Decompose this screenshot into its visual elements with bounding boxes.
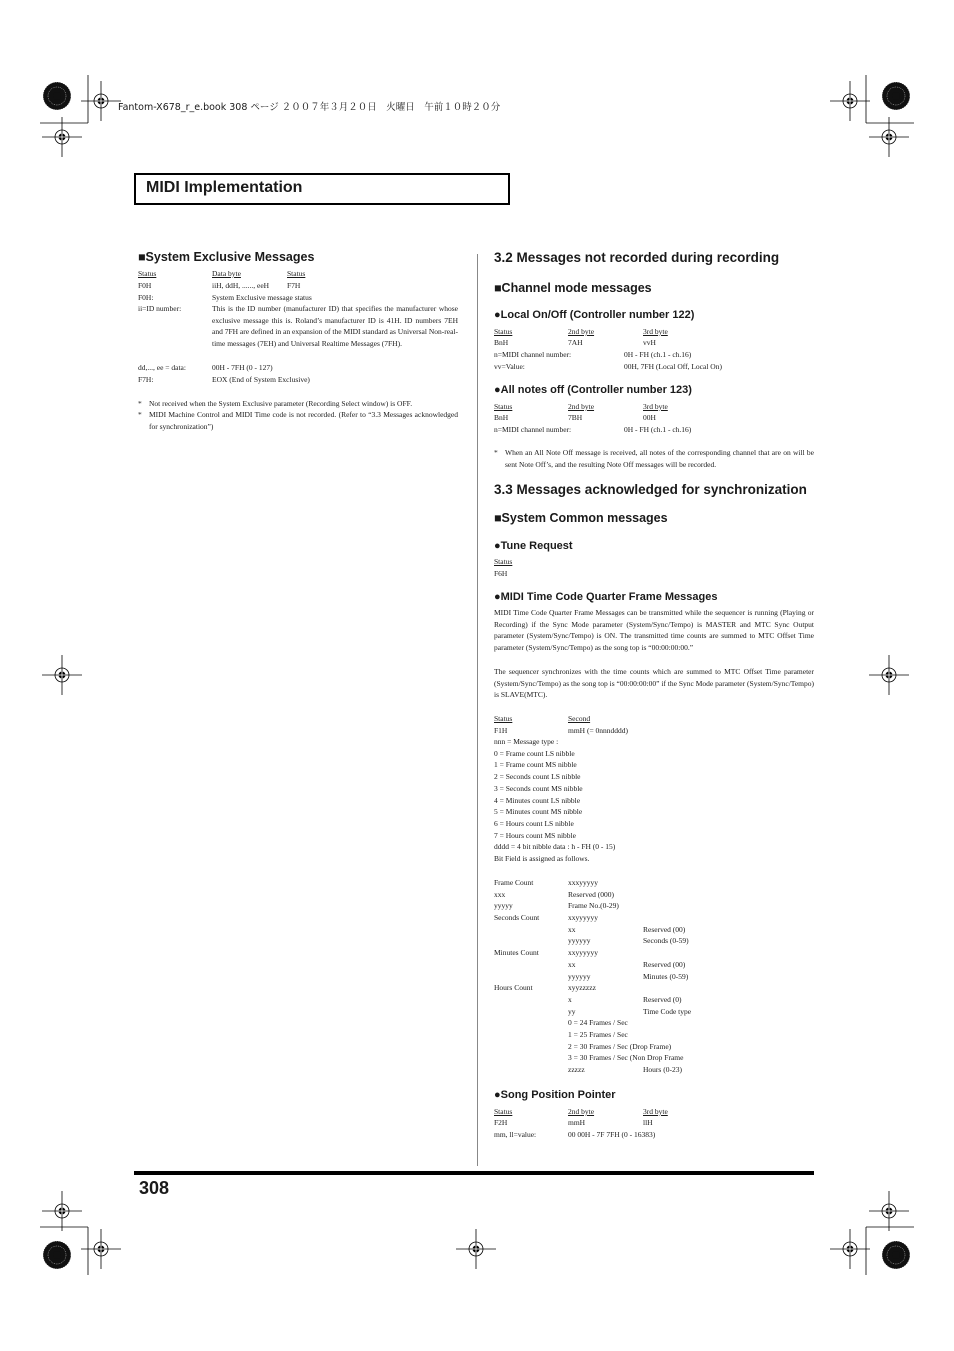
column-divider xyxy=(477,254,478,1166)
bitfield-col-2: Reserved (000) xyxy=(568,889,615,899)
sysex-row-end: F7H xyxy=(287,281,301,290)
mtc-row-second: mmH (= 0nnndddd) xyxy=(568,726,629,735)
bitfield-col-2: yyyyyy xyxy=(568,971,591,981)
bitfield-col-3: Hours (0-23) xyxy=(643,1065,682,1074)
notesoff-row-2nd: 7BH xyxy=(568,413,583,422)
bitfield-col-2: 2 = 30 Frames / Sec (Drop Frame) xyxy=(568,1041,672,1051)
bitfield-col-3: Seconds (0-59) xyxy=(643,936,689,946)
sysex-heading: ■System Exclusive Messages xyxy=(138,250,315,264)
col-header-3rd-byte: 3rd byte xyxy=(643,1107,668,1116)
bitfield-col-2: xxyyyyyy xyxy=(568,948,598,958)
list-item: 5 = Minutes count MS nibble xyxy=(494,807,583,817)
local-onoff-heading: ●Local On/Off (Controller number 122) xyxy=(494,309,695,321)
spp-row-3rd: llH xyxy=(643,1118,653,1127)
notesoff-row-3rd: 00H xyxy=(643,413,656,422)
list-item: 7 = Hours count MS nibble xyxy=(494,830,576,840)
def-value: 00H, 7FH (Local Off, Local On) xyxy=(624,362,722,371)
bitfield-col-2: xxxyyyyy xyxy=(568,878,598,887)
local-row-status: BnH xyxy=(494,338,509,347)
list-item: 2 = Seconds count LS nibble xyxy=(494,772,581,782)
def-label: n=MIDI channel number: xyxy=(494,425,572,434)
bitfield-col-2: zzzzz xyxy=(568,1065,585,1074)
section-title: MIDI Implementation xyxy=(146,179,303,196)
bitfield-col-1: Frame Count xyxy=(494,878,534,887)
notesoff-row-status: BnH xyxy=(494,413,509,422)
def-label: dd,..., ee = data: xyxy=(138,363,186,372)
sysex-row-status: F0H xyxy=(138,281,152,290)
local-row-2nd: 7AH xyxy=(568,338,583,347)
col-header-status: Status xyxy=(494,327,513,336)
bitfield-col-1: Hours Count xyxy=(494,983,533,993)
list-item: 0 = Frame count LS nibble xyxy=(494,748,575,758)
def-label: F0H: xyxy=(138,293,154,302)
channel-mode-heading: ■Channel mode messages xyxy=(494,281,652,295)
mtc-message-type-list xyxy=(494,736,615,865)
bitfield-col-2: 0 = 24 Frames / Sec xyxy=(568,1018,628,1028)
page-number: 308 xyxy=(139,1178,170,1198)
def-label: mm, ll=value: xyxy=(494,1130,537,1139)
bitfield-col-3: Reserved (00) xyxy=(643,959,686,969)
spp-row-2nd: mmH xyxy=(568,1118,586,1127)
list-item: 3 = Seconds count MS nibble xyxy=(494,783,583,793)
tune-request-heading: ●Tune Request xyxy=(494,540,573,552)
mtc-paragraph-1: MIDI Time Code Quarter Frame Messages can be transmitted while the sequencer is running (Playing or Recording) if the Sync Mode parameter (System/Sync/Tempo) is MASTER and MTC Sync Output parameter (System/Sync/Tempo) is ON. The transmitted time counts are summed to MTC Offset Time parameter (System/Sync/Tempo) as the song top is “00:00:00:00.” xyxy=(494,608,814,653)
def-value: 00H - 7FH (0 - 127) xyxy=(212,363,273,372)
col-header-status: Status xyxy=(138,269,157,278)
bitfield-col-3: Minutes (0-59) xyxy=(643,971,689,981)
note-mark: * xyxy=(138,399,142,408)
def-value: 0H - FH (ch.1 - ch.16) xyxy=(624,350,692,359)
def-value: System Exclusive message status xyxy=(212,293,312,302)
bitfield-col-2: 3 = 30 Frames / Sec (Non Drop Frame xyxy=(568,1053,684,1063)
note-mark: * xyxy=(138,410,142,419)
system-common-heading: ■System Common messages xyxy=(494,511,668,525)
list-item: 6 = Hours count LS nibble xyxy=(494,818,574,828)
bitfield-col-3: Reserved (00) xyxy=(643,924,686,934)
def-label: n=MIDI channel number: xyxy=(494,350,572,359)
bitfield-col-2: xx xyxy=(568,959,576,969)
all-notes-off-heading: ●All notes off (Controller number 123) xyxy=(494,384,692,396)
section-3-2-title: 3.2 Messages not recorded during recording xyxy=(494,250,780,265)
col-header-status-2: Status xyxy=(287,269,306,278)
tune-status-value: F6H xyxy=(494,569,508,578)
bitfield-col-1: xxx xyxy=(494,889,506,899)
bitfield-col-3: Reserved (0) xyxy=(643,994,682,1004)
list-item: 4 = Minutes count LS nibble xyxy=(494,795,581,805)
def-value: EOX (End of System Exclusive) xyxy=(212,375,310,384)
col-header-data-byte: Data byte xyxy=(212,269,241,278)
section-3-3-title: 3.3 Messages acknowledged for synchronization xyxy=(494,482,807,497)
col-header-status: Status xyxy=(494,557,513,566)
mtc-paragraph-2: The sequencer synchronizes with the time counts which are summed to MTC Offset Time parameter (System/Sync/Tempo) as the song top is “00:00:00:00” if the Sync Mode parameter (System/Sync/Tempo) is SLAVE(MTC). xyxy=(494,667,814,700)
bitfield-col-2: xx xyxy=(568,924,576,934)
bitfield-col-2: yy xyxy=(568,1006,576,1016)
note-mark: * xyxy=(494,448,498,457)
bitfield-col-2: Frame No.(0-29) xyxy=(568,901,619,911)
file-header: Fantom-X678_r_e.book 308 ページ ２００７年３月２０日 火曜日 午前１０時２０分 xyxy=(118,102,501,113)
list-item: Bit Field is assigned as follows. xyxy=(494,854,590,864)
col-header-2nd-byte: 2nd byte xyxy=(568,402,595,411)
bitfield-col-2: 1 = 25 Frames / Sec xyxy=(568,1029,628,1039)
col-header-2nd-byte: 2nd byte xyxy=(568,327,595,336)
def-value: 0H - FH (ch.1 - ch.16) xyxy=(624,425,692,434)
col-header-status: Status xyxy=(494,402,513,411)
local-row-3rd: vvH xyxy=(643,338,656,347)
bitfield-col-2: yyyyyy xyxy=(568,936,591,946)
def-value-paragraph: This is the ID number (manufacturer ID) that specifies the manufacturer whose exclusive message this is. Roland’s manufacturer ID is 41H. ID numbers 7EH and 7FH are defined in an expansion of the MIDI standard as Universal Non-real-time messages (7EH) and Universal Realtime Messages (7FH). xyxy=(212,304,458,349)
def-label: vv=Value: xyxy=(494,362,525,371)
bitfield-col-1: yyyyy xyxy=(494,901,513,911)
song-position-pointer-heading: ●Song Position Pointer xyxy=(494,1089,616,1101)
def-value: 00 00H - 7F 7FH (0 - 16383) xyxy=(568,1130,656,1139)
sysex-row-data: iiH, ddH, ......, eeH xyxy=(212,281,270,290)
col-header-3rd-byte: 3rd byte xyxy=(643,327,668,336)
col-header-2nd-byte: 2nd byte xyxy=(568,1107,595,1116)
bottom-rule xyxy=(134,1171,814,1175)
note-text: Not received when the System Exclusive parameter (Recording Select window) is OFF. xyxy=(149,399,413,408)
note-text: When an All Note Off message is received, all notes of the corresponding channel that are on will be sent Note Off’s, and the resulting Note Off messages will be recorded. xyxy=(505,448,814,469)
col-header-status: Status xyxy=(494,1107,513,1116)
list-item: dddd = 4 bit nibble data : h - FH (0 - 15) xyxy=(494,842,616,852)
col-header-second: Second xyxy=(568,714,591,723)
mtc-heading: ●MIDI Time Code Quarter Frame Messages xyxy=(494,591,718,603)
mtc-row-status: F1H xyxy=(494,726,508,735)
bitfield-col-3: Time Code type xyxy=(643,1006,692,1016)
col-header-status: Status xyxy=(494,714,513,723)
def-label: ii=ID number: xyxy=(138,304,182,313)
list-item: 1 = Frame count MS nibble xyxy=(494,760,577,770)
bitfield-col-1: Minutes Count xyxy=(494,948,539,958)
spp-row-status: F2H xyxy=(494,1118,508,1127)
list-item: nnn = Message type : xyxy=(494,737,559,746)
bitfield-col-2: x xyxy=(568,994,572,1004)
bitfield-col-2: xxyyyyyy xyxy=(568,913,598,923)
bitfield-col-2: xyyzzzzz xyxy=(568,983,596,993)
def-label: F7H: xyxy=(138,375,154,384)
note-text: MIDI Machine Control and MIDI Time code is not recorded. (Refer to “3.3 Messages acknowledged for synchronization”) xyxy=(149,410,458,431)
bitfield-col-1: Seconds Count xyxy=(494,913,540,923)
col-header-3rd-byte: 3rd byte xyxy=(643,402,668,411)
